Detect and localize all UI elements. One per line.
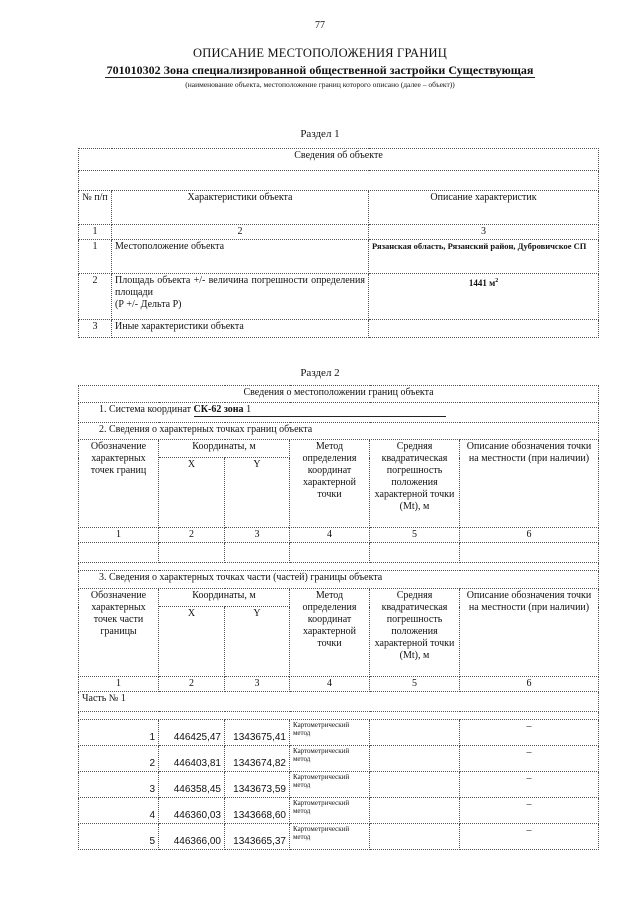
table-row: [79, 772, 599, 798]
col-description: Описание характеристик: [369, 191, 599, 225]
point-error: [370, 720, 460, 746]
point-x: 446425,47: [159, 720, 225, 746]
col-coordinates: Координаты, м: [159, 589, 290, 607]
col-characteristics: Характеристики объекта: [112, 191, 369, 225]
area-unit-sup: 2: [495, 278, 499, 284]
index-cell: 3: [369, 225, 599, 240]
point-number: 5: [79, 824, 159, 850]
section-1-label: Раздел 1: [300, 128, 340, 140]
point-y: 1343665,37: [225, 824, 290, 850]
empty-row: [79, 171, 599, 191]
table-row: [79, 320, 599, 338]
point-description: –: [460, 798, 599, 824]
col-error: Средняя квадратическая погрешность положения характерной точки (Mt), м: [370, 440, 460, 528]
document-subtitle: [0, 63, 640, 78]
index-cell: 5: [370, 528, 460, 543]
row-value: Рязанская область, Рязанский район, Дубровичское СП: [369, 240, 599, 274]
point-description: –: [460, 824, 599, 850]
point-number: 3: [79, 772, 159, 798]
row-num: 1: [79, 240, 112, 274]
page-number: 77: [315, 20, 325, 31]
point-method: Картометрический метод: [290, 772, 370, 798]
table-row: [79, 824, 599, 850]
table-row: [79, 720, 599, 746]
point-description: –: [460, 720, 599, 746]
index-cell: 3: [225, 677, 290, 692]
part-label: Часть № 1: [79, 692, 599, 712]
point-y: 1343668,60: [225, 798, 290, 824]
col-point-description: Описание обозначения точки на местности (при наличии): [460, 589, 599, 677]
point-error: [370, 824, 460, 850]
point-y: 1343673,59: [225, 772, 290, 798]
coord-system-label: 1. Система координат: [99, 404, 192, 415]
coord-system-zone: 1: [246, 404, 252, 415]
point-number: 2: [79, 746, 159, 772]
col-y: Y: [225, 607, 290, 677]
col-designation-part: Обозначение характерных точек части границы: [79, 589, 159, 677]
point-error: [370, 772, 460, 798]
table-row: [79, 240, 599, 274]
col-method: Метод определения координат характерной точки: [290, 589, 370, 677]
col-num: № п/п: [79, 191, 112, 225]
point-method: Картометрический метод: [290, 746, 370, 772]
point-description: –: [460, 746, 599, 772]
row-num: 3: [79, 320, 112, 338]
section-2-label: Раздел 2: [300, 367, 340, 379]
row-name: [112, 274, 369, 320]
coord-system-row: [79, 403, 599, 423]
col-point-description: Описание обозначения точки на местности (при наличии): [460, 440, 599, 528]
empty-row: [79, 712, 599, 720]
point-y: 1343675,41: [225, 720, 290, 746]
col-x: X: [159, 458, 225, 528]
object-name: 701010302 Зона специализированной общественной застройки Существующая: [106, 63, 534, 77]
document-caption: (наименование объекта, местоположение границ которого описано (далее – объект)): [185, 80, 455, 89]
index-cell: 4: [290, 528, 370, 543]
table-row: [79, 274, 599, 320]
col-error: Средняя квадратическая погрешность положения характерной точки (Mt), м: [370, 589, 460, 677]
table-row: [79, 798, 599, 824]
point-error: [370, 798, 460, 824]
point-method: Картометрический метод: [290, 798, 370, 824]
coord-system-value-field: [194, 404, 446, 417]
index-cell: 6: [460, 677, 599, 692]
index-cell: 2: [159, 528, 225, 543]
index-cell: 1: [79, 677, 159, 692]
point-number: 1: [79, 720, 159, 746]
col-coordinates: Координаты, м: [159, 440, 290, 458]
point-number: 4: [79, 798, 159, 824]
index-cell: 6: [460, 528, 599, 543]
index-cell: 3: [225, 528, 290, 543]
object-info-table: [78, 148, 599, 338]
row-name-text: Площадь объекта +/- величина погрешности определения площади: [115, 275, 365, 298]
table-row: [79, 746, 599, 772]
object-info-header: Сведения об объекте: [79, 149, 599, 171]
point-x: 446403,81: [159, 746, 225, 772]
point-description: –: [460, 772, 599, 798]
boundary-table: [78, 385, 599, 850]
point-method: Картометрический метод: [290, 824, 370, 850]
index-cell: 5: [370, 677, 460, 692]
document-title: ОПИСАНИЕ МЕСТОПОЛОЖЕНИЯ ГРАНИЦ: [193, 46, 447, 60]
index-cell: 1: [79, 225, 112, 240]
point-error: [370, 746, 460, 772]
col-x: X: [159, 607, 225, 677]
point-x: 446358,45: [159, 772, 225, 798]
empty-row: [79, 543, 599, 563]
point-x: 446366,00: [159, 824, 225, 850]
index-cell: 2: [159, 677, 225, 692]
point-x: 446360,03: [159, 798, 225, 824]
row-value: [369, 320, 599, 338]
col-method: Метод определения координат характерной точки: [290, 440, 370, 528]
index-cell: 4: [290, 677, 370, 692]
coord-system-value: СК-62 зона: [193, 404, 244, 415]
row-name: Местоположение объекта: [112, 240, 369, 274]
boundary-header: Сведения о местоположении границ объекта: [79, 386, 599, 403]
area-value: 1441 м: [468, 278, 496, 288]
point-method: Картометрический метод: [290, 720, 370, 746]
point-y: 1343674,82: [225, 746, 290, 772]
points-header: 2. Сведения о характерных точках границ объекта: [79, 423, 599, 440]
empty-row: [79, 563, 599, 571]
parts-header: 3. Сведения о характерных точках части (частей) границы объекта: [79, 571, 599, 589]
row-name-extra: (Р +/- Дельта Р): [115, 299, 182, 310]
index-cell: 1: [79, 528, 159, 543]
col-y: Y: [225, 458, 290, 528]
row-value: [369, 274, 599, 320]
row-num: 2: [79, 274, 112, 320]
col-designation: Обозначение характерных точек границ: [79, 440, 159, 528]
row-name: Иные характеристики объекта: [112, 320, 369, 338]
index-cell: 2: [112, 225, 369, 240]
